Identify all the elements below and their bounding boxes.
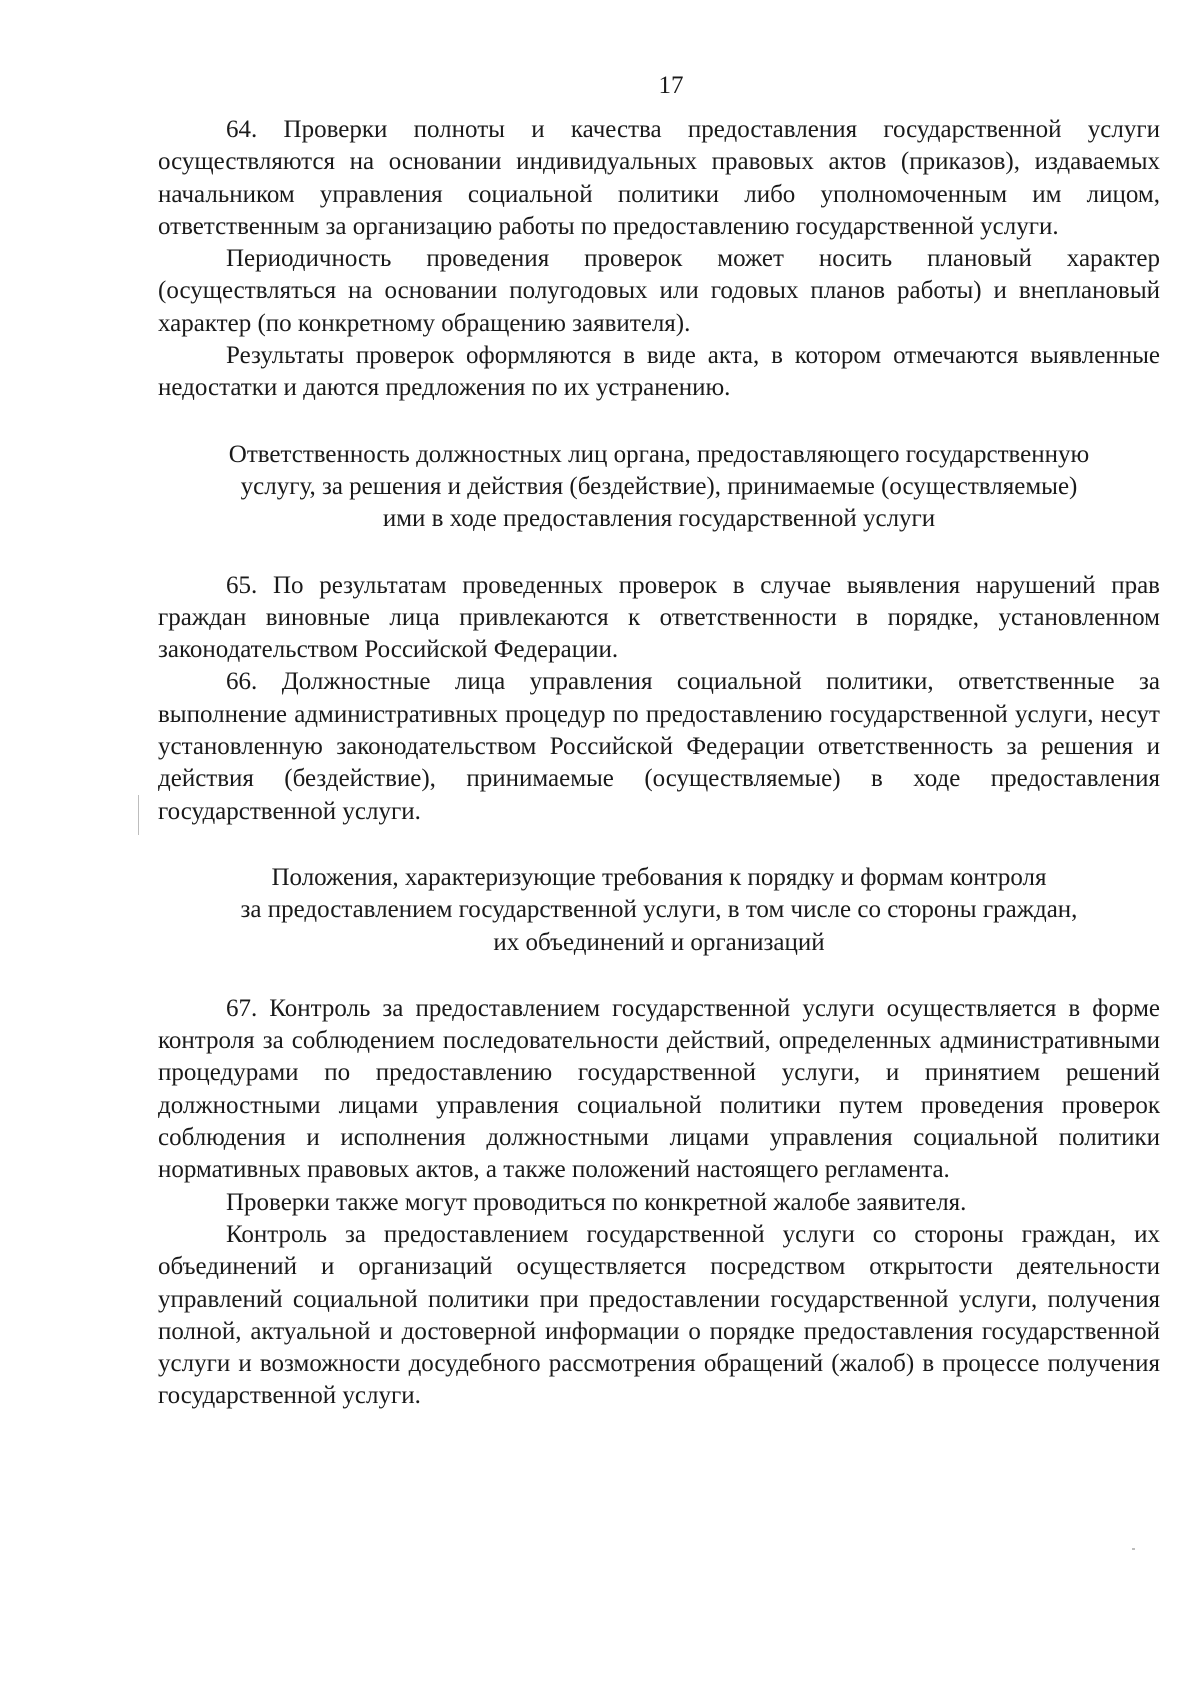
section-heading-responsibility: [158, 439, 1160, 536]
paragraph-64: 64. Проверки полноты и качества предоставления государственной услуги осуществляются на основании индивидуальных правовых актов (приказов), издаваемых начальником управления социальной политики либо уполномоченным им лицом, ответственным за организацию работы по предоставлению государственной услуги.: [158, 116, 1160, 240]
heading-line: Ответственность должностных лиц органа, предоставляющего государственную: [228, 440, 1090, 468]
scan-artifact: [138, 795, 139, 835]
scan-artifact: [1132, 1548, 1135, 1550]
document-page: [158, 70, 1160, 1413]
paragraph-65: 65. По результатам проведенных проверок в случае выявления нарушений прав граждан виновные лица привлекаются к ответственности в порядке, установленном законодательством Российской Федерации.: [158, 571, 1160, 664]
heading-line: ими в ходе предоставления государственной услуги: [382, 505, 936, 533]
heading-line: услугу, за решения и действия (бездействие), принимаемые (осуществляемые): [240, 472, 1078, 500]
page-number: 17: [658, 72, 684, 99]
paragraph-results: Результаты проверок оформляются в виде акта, в котором отмечаются выявленные недостатки и даются предложения по их устранению.: [158, 342, 1160, 402]
paragraph-66: 66. Должностные лица управления социальной политики, ответственные за выполнение административных процедур по предоставлению государственной услуги, несут установленную законодательством Российской Федерации ответственность за решения и действия (бездействие), принимаемые (осуществляемые) в ходе предоставления государственной услуги.: [158, 668, 1160, 825]
heading-line: Положения, характеризующие требования к порядку и формам контроля: [271, 863, 1047, 891]
heading-line: их объединений и организаций: [493, 928, 825, 956]
paragraph-periodicity: Периодичность проведения проверок может носить плановый характер (осуществляться на основании полугодовых или годовых планов работы) и внеплановый характер (по конкретному обращению заявителя).: [158, 245, 1160, 337]
section-heading-control: [158, 862, 1160, 959]
paragraph-67: 67. Контроль за предоставлением государственной услуги осуществляется в форме контроля за соблюдением последовательности действий, определенных административными процедурами по предоставлению государственной услуги, и принятием решений должностными лицами управления социальной политики путем проведения проверок соблюдения и исполнения должностными лицами управления социальной политики нормативных правовых актов, а также положений настоящего регламента.: [158, 994, 1160, 1184]
paragraph-complaint: Проверки также могут проводиться по конкретной жалобе заявителя.: [226, 1188, 967, 1216]
heading-line: за предоставлением государственной услуги, в том числе со стороны граждан,: [240, 896, 1078, 924]
paragraph-citizen-control: Контроль за предоставлением государственной услуги со стороны граждан, их объединений и организаций осуществляется посредством открытости деятельности управлений социальной политики при предоставлении государственной услуги, получения полной, актуальной и достоверной информации о порядке предоставления государственной услуги и возможности досудебного рассмотрения обращений (жалоб) в процессе получения государственной услуги.: [158, 1220, 1160, 1410]
